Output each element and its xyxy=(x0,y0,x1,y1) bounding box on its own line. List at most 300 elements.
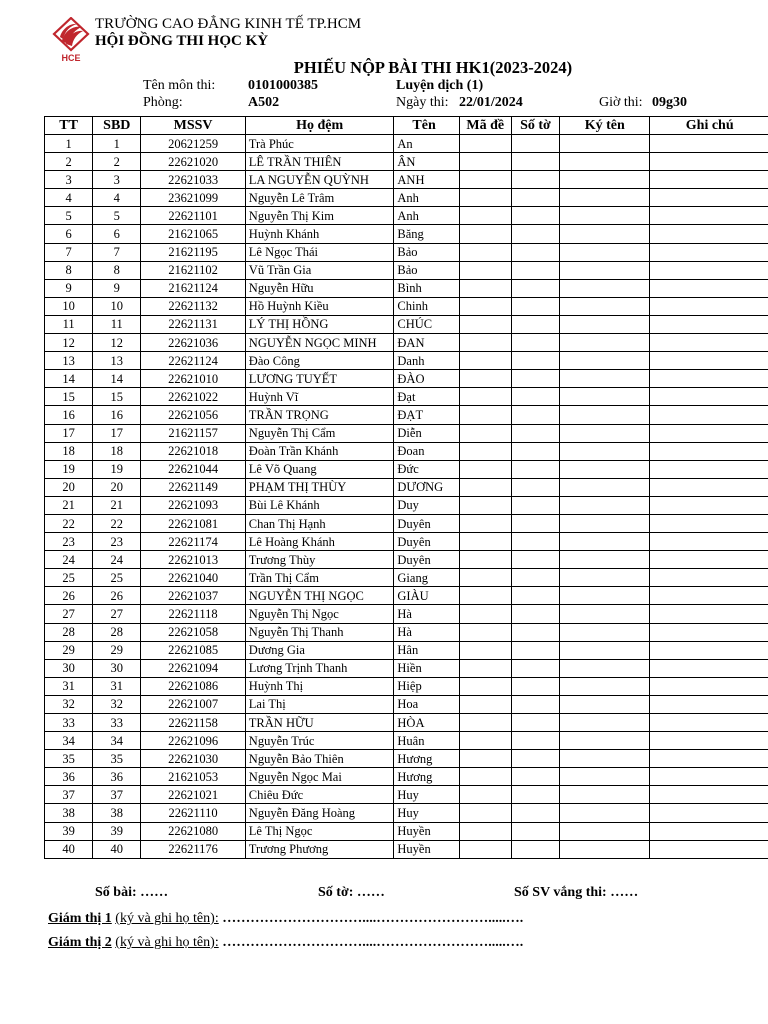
signature-cell[interactable] xyxy=(560,732,650,750)
candidate-number-cell: 3 xyxy=(93,171,141,189)
exam-code-cell[interactable] xyxy=(459,605,511,623)
given-name-cell: Duyên xyxy=(394,514,459,532)
sheet-count-cell[interactable] xyxy=(511,189,559,207)
note-cell[interactable] xyxy=(650,641,768,659)
row-number-cell: 4 xyxy=(45,189,93,207)
given-name-cell: Anh xyxy=(394,189,459,207)
student-id-cell: 22621176 xyxy=(141,840,245,858)
middle-name-cell: Bùi Lê Khánh xyxy=(245,496,394,514)
sheet-count-cell[interactable] xyxy=(511,153,559,171)
given-name-cell: Hà xyxy=(394,623,459,641)
table-row xyxy=(45,424,768,442)
middle-name-cell: Nguyễn Bảo Thiên xyxy=(245,750,394,768)
signature-cell[interactable] xyxy=(560,297,650,315)
exam-code-cell[interactable] xyxy=(459,786,511,804)
row-number-cell: 32 xyxy=(45,695,93,713)
note-cell[interactable] xyxy=(650,189,768,207)
given-name-cell: Anh xyxy=(394,207,459,225)
table-row xyxy=(45,768,768,786)
note-cell[interactable] xyxy=(650,460,768,478)
given-name-cell: Băng xyxy=(394,225,459,243)
time-label: Giờ thi: xyxy=(599,95,643,110)
row-number-cell: 19 xyxy=(45,460,93,478)
candidate-number-cell: 9 xyxy=(93,279,141,297)
sheet-count-cell[interactable] xyxy=(511,478,559,496)
candidate-number-cell: 31 xyxy=(93,677,141,695)
exam-code-cell[interactable] xyxy=(459,424,511,442)
student-id-cell: 23621099 xyxy=(141,189,245,207)
signature-cell[interactable] xyxy=(560,514,650,532)
exam-code-cell[interactable] xyxy=(459,460,511,478)
table-row xyxy=(45,171,768,189)
student-id-cell: 22621033 xyxy=(141,171,245,189)
sheet-count-cell[interactable] xyxy=(511,551,559,569)
exam-code-cell[interactable] xyxy=(459,315,511,333)
candidate-number-cell: 27 xyxy=(93,605,141,623)
signature-cell[interactable] xyxy=(560,352,650,370)
candidate-number-cell: 11 xyxy=(93,315,141,333)
row-number-cell: 33 xyxy=(45,714,93,732)
sheet-count-cell[interactable] xyxy=(511,786,559,804)
signature-cell[interactable] xyxy=(560,533,650,551)
signature-cell[interactable] xyxy=(560,189,650,207)
signature-cell[interactable] xyxy=(560,334,650,352)
note-cell[interactable] xyxy=(650,388,768,406)
table-row xyxy=(45,514,768,532)
signature-cell[interactable] xyxy=(560,551,650,569)
exam-code-cell[interactable] xyxy=(459,659,511,677)
note-cell[interactable] xyxy=(650,714,768,732)
signature-cell[interactable] xyxy=(560,659,650,677)
document-title: PHIẾU NỘP BÀI THI HK1(2023-2024) xyxy=(293,58,573,77)
row-number-cell: 30 xyxy=(45,659,93,677)
note-cell[interactable] xyxy=(650,261,768,279)
signature-cell[interactable] xyxy=(560,677,650,695)
table-row xyxy=(45,189,768,207)
sheet-count-cell[interactable] xyxy=(511,225,559,243)
table-row xyxy=(45,677,768,695)
exam-code-cell[interactable] xyxy=(459,297,511,315)
sheet-count-cell[interactable] xyxy=(511,677,559,695)
given-name-cell: Hà xyxy=(394,605,459,623)
student-id-cell: 22621094 xyxy=(141,659,245,677)
candidate-number-cell: 34 xyxy=(93,732,141,750)
subject-name: Luyện dịch (1) xyxy=(396,78,484,93)
student-roster-table xyxy=(44,116,768,859)
table-row xyxy=(45,623,768,641)
sheet-count-cell[interactable] xyxy=(511,442,559,460)
student-id-cell: 20621259 xyxy=(141,135,245,153)
table-row xyxy=(45,478,768,496)
candidate-number-cell: 23 xyxy=(93,533,141,551)
middle-name-cell: Nguyễn Trúc xyxy=(245,732,394,750)
student-id-cell: 21621053 xyxy=(141,768,245,786)
note-cell[interactable] xyxy=(650,496,768,514)
row-number-cell: 38 xyxy=(45,804,93,822)
candidate-number-cell: 37 xyxy=(93,786,141,804)
sheet-count-cell[interactable] xyxy=(511,279,559,297)
given-name-cell: ANH xyxy=(394,171,459,189)
student-id-cell: 21621195 xyxy=(141,243,245,261)
signature-cell[interactable] xyxy=(560,279,650,297)
column-header: Mã đề xyxy=(459,117,511,135)
table-row xyxy=(45,695,768,713)
exam-code-cell[interactable] xyxy=(459,551,511,569)
exam-code-cell[interactable] xyxy=(459,243,511,261)
exam-code-cell[interactable] xyxy=(459,750,511,768)
student-id-cell: 22621124 xyxy=(141,352,245,370)
exam-code-cell[interactable] xyxy=(459,334,511,352)
signature-cell[interactable] xyxy=(560,171,650,189)
given-name-cell: Huân xyxy=(394,732,459,750)
sheet-count-cell[interactable] xyxy=(511,750,559,768)
sheet-count-cell[interactable] xyxy=(511,641,559,659)
exam-code-cell[interactable] xyxy=(459,587,511,605)
candidate-number-cell: 29 xyxy=(93,641,141,659)
exam-code-cell[interactable] xyxy=(459,225,511,243)
note-cell[interactable] xyxy=(650,804,768,822)
note-cell[interactable] xyxy=(650,478,768,496)
exam-code-cell[interactable] xyxy=(459,695,511,713)
signature-cell[interactable] xyxy=(560,243,650,261)
sheet-count-cell[interactable] xyxy=(511,261,559,279)
student-id-cell: 22621013 xyxy=(141,551,245,569)
student-id-cell: 22621007 xyxy=(141,695,245,713)
row-number-cell: 1 xyxy=(45,135,93,153)
note-cell[interactable] xyxy=(650,424,768,442)
candidate-number-cell: 25 xyxy=(93,569,141,587)
exam-code-cell[interactable] xyxy=(459,388,511,406)
row-number-cell: 15 xyxy=(45,388,93,406)
middle-name-cell: Lê Ngọc Thái xyxy=(245,243,394,261)
middle-name-cell: Trà Phúc xyxy=(245,135,394,153)
candidate-number-cell: 35 xyxy=(93,750,141,768)
signature-cell[interactable] xyxy=(560,587,650,605)
sheet-count-cell[interactable] xyxy=(511,804,559,822)
given-name-cell: Duyên xyxy=(394,551,459,569)
note-cell[interactable] xyxy=(650,605,768,623)
sheet-count-cell[interactable] xyxy=(511,460,559,478)
exam-code-cell[interactable] xyxy=(459,207,511,225)
signature-cell[interactable] xyxy=(560,442,650,460)
table-row xyxy=(45,569,768,587)
exam-code-cell[interactable] xyxy=(459,569,511,587)
proctor-2-signature-line xyxy=(48,934,523,952)
table-row xyxy=(45,551,768,569)
note-cell[interactable] xyxy=(650,442,768,460)
middle-name-cell: Chiêu Đức xyxy=(245,786,394,804)
signature-cell[interactable] xyxy=(560,460,650,478)
sheet-count-cell[interactable] xyxy=(511,388,559,406)
candidate-number-cell: 36 xyxy=(93,768,141,786)
proctor-1-note: (ký và ghi họ tên): xyxy=(115,911,219,926)
candidate-number-cell: 4 xyxy=(93,189,141,207)
exam-code-cell[interactable] xyxy=(459,153,511,171)
student-id-cell: 21621102 xyxy=(141,261,245,279)
exam-code-cell[interactable] xyxy=(459,135,511,153)
sheet-count-cell[interactable] xyxy=(511,243,559,261)
student-id-cell: 22621021 xyxy=(141,786,245,804)
middle-name-cell: Trương Thùy xyxy=(245,551,394,569)
row-number-cell: 18 xyxy=(45,442,93,460)
exam-code-cell[interactable] xyxy=(459,623,511,641)
candidate-number-cell: 32 xyxy=(93,695,141,713)
signature-cell[interactable] xyxy=(560,261,650,279)
exam-code-cell[interactable] xyxy=(459,840,511,858)
candidate-number-cell: 24 xyxy=(93,551,141,569)
proctor-1-signature-line xyxy=(48,910,523,928)
total-sheets: Số tờ: …… xyxy=(318,885,385,900)
student-id-cell: 22621018 xyxy=(141,442,245,460)
sheet-count-cell[interactable] xyxy=(511,623,559,641)
exam-code-cell[interactable] xyxy=(459,406,511,424)
exam-code-cell[interactable] xyxy=(459,768,511,786)
sheet-count-cell[interactable] xyxy=(511,514,559,532)
middle-name-cell: LA NGUYỄN QUỲNH xyxy=(245,171,394,189)
exam-code-cell[interactable] xyxy=(459,804,511,822)
proctor-2-note: (ký và ghi họ tên): xyxy=(115,935,219,950)
sheet-count-cell[interactable] xyxy=(511,587,559,605)
sheet-count-cell[interactable] xyxy=(511,352,559,370)
exam-code-cell[interactable] xyxy=(459,514,511,532)
candidate-number-cell: 28 xyxy=(93,623,141,641)
note-cell[interactable] xyxy=(650,153,768,171)
signature-cell[interactable] xyxy=(560,822,650,840)
signature-cell[interactable] xyxy=(560,478,650,496)
college-logo xyxy=(52,17,90,63)
middle-name-cell: Huỳnh Khánh xyxy=(245,225,394,243)
sheet-count-cell[interactable] xyxy=(511,714,559,732)
exam-code-cell[interactable] xyxy=(459,732,511,750)
signature-cell[interactable] xyxy=(560,153,650,171)
total-papers: Số bài: …… xyxy=(95,885,169,900)
note-cell[interactable] xyxy=(650,352,768,370)
signature-cell[interactable] xyxy=(560,804,650,822)
table-row xyxy=(45,804,768,822)
date-value: 22/01/2024 xyxy=(459,95,523,110)
note-cell[interactable] xyxy=(650,695,768,713)
note-cell[interactable] xyxy=(650,207,768,225)
exam-code-cell[interactable] xyxy=(459,370,511,388)
given-name-cell: Danh xyxy=(394,352,459,370)
note-cell[interactable] xyxy=(650,514,768,532)
note-cell[interactable] xyxy=(650,822,768,840)
row-number-cell: 22 xyxy=(45,514,93,532)
given-name-cell: Đoan xyxy=(394,442,459,460)
exam-code-cell[interactable] xyxy=(459,714,511,732)
note-cell[interactable] xyxy=(650,587,768,605)
signature-cell[interactable] xyxy=(560,605,650,623)
sheet-count-cell[interactable] xyxy=(511,334,559,352)
note-cell[interactable] xyxy=(650,786,768,804)
signature-cell[interactable] xyxy=(560,388,650,406)
row-number-cell: 10 xyxy=(45,297,93,315)
row-number-cell: 20 xyxy=(45,478,93,496)
exam-code-cell[interactable] xyxy=(459,442,511,460)
row-number-cell: 14 xyxy=(45,370,93,388)
sheet-count-cell[interactable] xyxy=(511,315,559,333)
exam-code-cell[interactable] xyxy=(459,478,511,496)
sheet-count-cell[interactable] xyxy=(511,822,559,840)
signature-cell[interactable] xyxy=(560,840,650,858)
candidate-number-cell: 21 xyxy=(93,496,141,514)
sheet-count-cell[interactable] xyxy=(511,496,559,514)
note-cell[interactable] xyxy=(650,533,768,551)
column-header: Ghi chú xyxy=(650,117,768,135)
table-row xyxy=(45,153,768,171)
middle-name-cell: LÊ TRẦN THIÊN xyxy=(245,153,394,171)
sheet-count-cell[interactable] xyxy=(511,695,559,713)
note-cell[interactable] xyxy=(650,659,768,677)
table-row xyxy=(45,786,768,804)
sheet-count-cell[interactable] xyxy=(511,768,559,786)
date-label: Ngày thi: xyxy=(396,95,449,110)
signature-cell[interactable] xyxy=(560,641,650,659)
note-cell[interactable] xyxy=(650,135,768,153)
sheet-count-cell[interactable] xyxy=(511,370,559,388)
student-id-cell: 22621081 xyxy=(141,514,245,532)
student-id-cell: 22621056 xyxy=(141,406,245,424)
exam-code-cell[interactable] xyxy=(459,352,511,370)
middle-name-cell: Huỳnh Thị xyxy=(245,677,394,695)
exam-code-cell[interactable] xyxy=(459,279,511,297)
note-cell[interactable] xyxy=(650,406,768,424)
signature-cell[interactable] xyxy=(560,786,650,804)
sheet-count-cell[interactable] xyxy=(511,659,559,677)
column-header: Ký tên xyxy=(560,117,650,135)
signature-cell[interactable] xyxy=(560,424,650,442)
student-id-cell: 22621080 xyxy=(141,822,245,840)
note-cell[interactable] xyxy=(650,225,768,243)
exam-code-cell[interactable] xyxy=(459,677,511,695)
exam-code-cell[interactable] xyxy=(459,171,511,189)
middle-name-cell: Huỳnh Vĩ xyxy=(245,388,394,406)
candidate-number-cell: 16 xyxy=(93,406,141,424)
signature-cell[interactable] xyxy=(560,207,650,225)
subject-label: Tên môn thi: xyxy=(143,78,216,93)
note-cell[interactable] xyxy=(650,243,768,261)
note-cell[interactable] xyxy=(650,279,768,297)
candidate-number-cell: 10 xyxy=(93,297,141,315)
exam-code-cell[interactable] xyxy=(459,533,511,551)
candidate-number-cell: 15 xyxy=(93,388,141,406)
note-cell[interactable] xyxy=(650,750,768,768)
signature-cell[interactable] xyxy=(560,496,650,514)
student-id-cell: 22621096 xyxy=(141,732,245,750)
candidate-number-cell: 13 xyxy=(93,352,141,370)
note-cell[interactable] xyxy=(650,768,768,786)
column-header: TT xyxy=(45,117,93,135)
note-cell[interactable] xyxy=(650,732,768,750)
candidate-number-cell: 30 xyxy=(93,659,141,677)
signature-cell[interactable] xyxy=(560,569,650,587)
table-row xyxy=(45,207,768,225)
signature-cell[interactable] xyxy=(560,714,650,732)
table-row xyxy=(45,587,768,605)
sheet-count-cell[interactable] xyxy=(511,406,559,424)
exam-code-cell[interactable] xyxy=(459,496,511,514)
room-label: Phòng: xyxy=(143,95,183,110)
sheet-count-cell[interactable] xyxy=(511,171,559,189)
signature-cell[interactable] xyxy=(560,623,650,641)
row-number-cell: 8 xyxy=(45,261,93,279)
note-cell[interactable] xyxy=(650,840,768,858)
candidate-number-cell: 20 xyxy=(93,478,141,496)
row-number-cell: 21 xyxy=(45,496,93,514)
row-number-cell: 9 xyxy=(45,279,93,297)
given-name-cell: Hương xyxy=(394,768,459,786)
signature-cell[interactable] xyxy=(560,370,650,388)
signature-cell[interactable] xyxy=(560,695,650,713)
exam-code-cell[interactable] xyxy=(459,261,511,279)
row-number-cell: 39 xyxy=(45,822,93,840)
signature-cell[interactable] xyxy=(560,315,650,333)
signature-cell[interactable] xyxy=(560,406,650,424)
note-cell[interactable] xyxy=(650,370,768,388)
sheet-count-cell[interactable] xyxy=(511,207,559,225)
sheet-count-cell[interactable] xyxy=(511,732,559,750)
row-number-cell: 25 xyxy=(45,569,93,587)
council-name: HỘI ĐỒNG THI HỌC KỲ xyxy=(95,33,269,49)
given-name-cell: Hân xyxy=(394,641,459,659)
student-id-cell: 21621157 xyxy=(141,424,245,442)
exam-code-cell[interactable] xyxy=(459,641,511,659)
exam-code-cell[interactable] xyxy=(459,189,511,207)
student-id-cell: 22621086 xyxy=(141,677,245,695)
sheet-count-cell[interactable] xyxy=(511,424,559,442)
signature-cell[interactable] xyxy=(560,135,650,153)
sheet-count-cell[interactable] xyxy=(511,605,559,623)
note-cell[interactable] xyxy=(650,334,768,352)
sheet-count-cell[interactable] xyxy=(511,297,559,315)
note-cell[interactable] xyxy=(650,551,768,569)
sheet-count-cell[interactable] xyxy=(511,135,559,153)
proctor-1-dots: …………………………....…………………….....…. xyxy=(218,911,524,926)
column-header: Tên xyxy=(394,117,459,135)
given-name-cell: Giang xyxy=(394,569,459,587)
signature-cell[interactable] xyxy=(560,750,650,768)
note-cell[interactable] xyxy=(650,677,768,695)
middle-name-cell: Nguyễn Thị Cẩm xyxy=(245,424,394,442)
school-name: TRƯỜNG CAO ĐẲNG KINH TẾ TP.HCM xyxy=(95,16,362,32)
sheet-count-cell[interactable] xyxy=(511,533,559,551)
given-name-cell: Diễn xyxy=(394,424,459,442)
column-header: Họ đệm xyxy=(245,117,394,135)
table-row xyxy=(45,261,768,279)
signature-cell[interactable] xyxy=(560,768,650,786)
given-name-cell: Hương xyxy=(394,750,459,768)
note-cell[interactable] xyxy=(650,315,768,333)
middle-name-cell: Nguyễn Lê Trâm xyxy=(245,189,394,207)
student-id-cell: 22621149 xyxy=(141,478,245,496)
exam-code-cell[interactable] xyxy=(459,822,511,840)
given-name-cell: Huyền xyxy=(394,840,459,858)
note-cell[interactable] xyxy=(650,623,768,641)
candidate-number-cell: 17 xyxy=(93,424,141,442)
note-cell[interactable] xyxy=(650,297,768,315)
table-row xyxy=(45,352,768,370)
middle-name-cell: TRẦN TRỌNG xyxy=(245,406,394,424)
proctor-2-label: Giám thị 2 xyxy=(48,935,112,950)
middle-name-cell: Đào Công xyxy=(245,352,394,370)
sheet-count-cell[interactable] xyxy=(511,569,559,587)
note-cell[interactable] xyxy=(650,569,768,587)
sheet-count-cell[interactable] xyxy=(511,840,559,858)
signature-cell[interactable] xyxy=(560,225,650,243)
student-id-cell: 21621065 xyxy=(141,225,245,243)
table-header-row xyxy=(45,117,768,135)
note-cell[interactable] xyxy=(650,171,768,189)
